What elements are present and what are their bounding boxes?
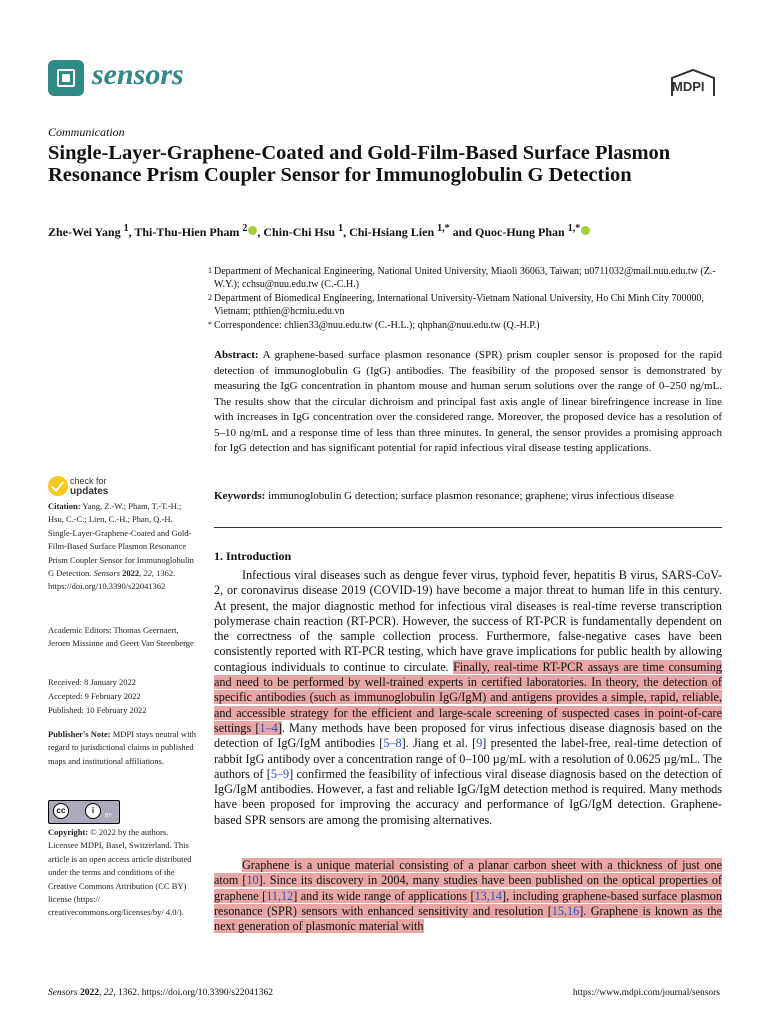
author-name[interactable]: Quoc-Hung Phan	[474, 225, 565, 239]
article-title: Single-Layer-Graphene-Coated and Gold-Film-Based Surface Plasmon Resonance Prism Coupler Sensor for Immunoglobulin G Detection	[48, 142, 671, 186]
citation: Citation: Yang, Z.-W.; Pham, T.-T.-H.; Hsu, C.-C.; Lien, C.-H.; Phan, Q.-H. Single-Layer-Graphene-Coated and Gold-Film-Based Surface Plasmon Resonance Prism Coupler Sensor for Immunoglobulin G Detection. Sensors 2022, 22, 1362. https://doi.org/10.3390/s22041362	[48, 501, 194, 592]
keywords-label: Keywords:	[214, 490, 266, 502]
citation-link[interactable]: 9	[476, 736, 483, 751]
publishers-note: Publisher's Note: MDPI stays neutral with regard to jurisdictional claims in published maps and institutional affiliations.	[48, 729, 197, 766]
author-conjunction: and	[452, 225, 472, 239]
journal-name: sensors	[92, 58, 184, 91]
author-name[interactable]: Thi-Thu-Hien Pham	[134, 225, 240, 239]
author-sup: 1	[123, 223, 129, 234]
abstract	[214, 348, 722, 457]
citation-link[interactable]: 10	[246, 873, 259, 888]
section-heading: 1. Introduction	[214, 549, 292, 563]
author-name[interactable]: Chi-Hsiang Lien	[349, 225, 435, 239]
citation-doi-link[interactable]: , 1362. https://doi.org/10.3390/s22041362	[48, 568, 176, 592]
intro-paragraph-1: Infectious viral diseases such as dengue fever virus, typhoid fever, hepatitis B virus, SARS-CoV-2, or coronavirus disease 2019 (COVID-19) have become a major threat to human life in this century. At present, the major diagnostic method for infectious viral diseases is real-time reverse transcription polymerase chain reaction (RT-PCR). However, the success of RT-PCR is fundamentally dependent on the correctness of the sample collection process. Furthermore, false-negative cases have been consistently reported with RT-PCR testing, which have grave implications for public health by allowing contagious individuals to continue to circulate. Finally, real-time RT-PCR assays are time consuming and need to be performed by well-trained experts in certified laboratories. In theory, the detection of specific antibodies (such as immunoglobulin IgG/IgM) and antigens provides a simple, rapid, reliable, and accessible strategy for the efficient and large-scale screening of suspected cases in point-of-care settings [1–4]. Many methods have been proposed for virus infectious disease diagnosis based on the detection of IgG/IgM antibodies [5–8]. Jiang et al. [9] presented the label-free, real-time detection of rabbit IgG antibody over a concentration range of 0–100 µg/mL with a resolution of 0.0625 µg/mL. The authors of [5–9] confirmed the feasibility of infectious viral disease diagnosis based on the detection of IgG/IgM antibodies. However, a fast and reliable IgG/IgM detection method is required. Many methods have been proposed for improving the accuracy and performance of IgG/IgM detection. Graphene-based SPR sensors are among the promising alternatives.	[214, 568, 722, 827]
citation-link[interactable]: 5–8	[383, 736, 402, 751]
check-for-updates-icon[interactable]	[48, 476, 68, 496]
author-sup: 2	[242, 223, 248, 234]
citation-link[interactable]: 15,16	[551, 903, 580, 918]
author-sup: 1,*	[437, 223, 450, 234]
citation-link[interactable]: 13,14	[474, 888, 502, 903]
intro-paragraph-2	[214, 858, 722, 934]
abstract-label: Abstract:	[214, 349, 259, 361]
received-date: Received: 8 January 2022	[48, 677, 137, 687]
author-list: Zhe-Wei Yang $^1$, Thi-Thu-Hien Pham $^2$ , Chin-Chi Hsu $^1$, Chi-Hsiang Lien $^{1,*}$ and Quoc-Hung Phan $^{1,*}$	[48, 223, 728, 240]
cc-by-license-icon[interactable]: cc i BY	[48, 800, 120, 824]
affiliation: 2 Department of Biomedical Engineering, International University-Vietnam National University, Ho Chi Minh City 700000, Vietnam; ptthien@hcmiu.edu.vn	[208, 293, 705, 317]
academic-editors: Academic Editors: Thomas Geernaert, Jeroen Missinne and Geert Van Steenberge	[48, 625, 194, 649]
keywords	[214, 489, 722, 504]
highlighted-text: Finally, real-time RT-PCR assays are time consuming and need to be performed by well-trained experts in certified laboratories. In theory, the detection of specific antibodies (such as immunoglobulin IgG/IgM) and antigens provides a simple, rapid, reliable, and accessible strategy for the efficient and large-scale screening of suspected cases in point-of-care settings [1–4]	[214, 659, 722, 735]
article-type: Communication	[48, 125, 125, 139]
author-name[interactable]: Zhe-Wei Yang	[48, 225, 121, 239]
orcid-icon[interactable]	[248, 226, 257, 235]
author-sup: 1	[338, 223, 344, 234]
copyright: Copyright: © 2022 by the authors. Licensee MDPI, Basel, Switzerland. This article is an open access article distributed under the terms and conditions of the Creative Commons Attribution (CC BY) license (https:// creativecommons.org/licenses/by/ 4.0/).	[48, 827, 192, 918]
journal-logo-icon	[48, 60, 84, 96]
orcid-icon[interactable]	[581, 226, 590, 235]
accepted-date: Accepted: 9 February 2022	[48, 691, 141, 701]
highlighted-text: Graphene is a unique material consisting of a planar carbon sheet with a thickness of just one atom [10]. Since its discovery in 2004, many studies have been published on the optical properties of graphene [11,12] and its wide range of applications [13,14], including graphene-based surface plasmon resonance (SPR) sensors with enhanced sensitivity and resolution [15,16]. Graphene is known as the next generation of plasmonic material with	[214, 858, 723, 934]
correspondence: * Correspondence: chlien33@nuu.edu.tw (C.-H.L.); qhphan@nuu.edu.tw (Q.-H.P.)	[208, 320, 540, 331]
abstract-text: A graphene-based surface plasmon resonance (SPR) prism coupler sensor is proposed for the rapid detection of immunoglobulin G (IgG) antibodies. The feasibility of the proposed sensor is demonstrated by measuring the IgG concentration in phantom mouse and human serum solutions over the range of 0–250 ng/mL. The results show that the circular dichroism and principal fast axis angle of linear birefringence increase in line with increases in IgG concentration over the considered range. Moreover, the proposed device has a resolution of 5–10 ng/mL and a response time of less than three minutes. In general, the sensor provides a promising approach for IgG detection and has significant potential for rapid infectious viral disease testing applications.	[214, 349, 722, 454]
divider	[214, 527, 722, 528]
mdpi-logo: MDPI	[668, 68, 718, 102]
citation-link[interactable]: 1–4	[259, 720, 278, 735]
published-date: Published: 10 February 2022	[48, 705, 147, 715]
citation-link[interactable]: 11,12	[266, 888, 294, 903]
footer-citation: Sensors 2022, 22, 1362. https://doi.org/10.3390/s22041362	[48, 988, 273, 998]
footer-journal-url[interactable]: https://www.mdpi.com/journal/sensors	[572, 988, 720, 998]
keywords-text: immunoglobulin G detection; surface plasmon resonance; graphene; virus infectious disease	[268, 490, 675, 502]
citation-link[interactable]: 5–9	[270, 766, 290, 781]
footer-doi-link[interactable]: , 1362. https://doi.org/10.3390/s22041362	[113, 988, 273, 998]
author-sup: 1,*	[567, 223, 581, 234]
affiliation: 1 Department of Mechanical Engineering, National United University, Miaoli 36063, Taiwan; u0711032@mail.nuu.edu.tw (Z.-W.Y.); cchsu@nuu.edu.tw (C.-C.H.)	[208, 266, 716, 290]
check-for-updates[interactable]: check for updates	[70, 476, 109, 497]
author-name[interactable]: Chin-Chi Hsu	[263, 225, 336, 239]
